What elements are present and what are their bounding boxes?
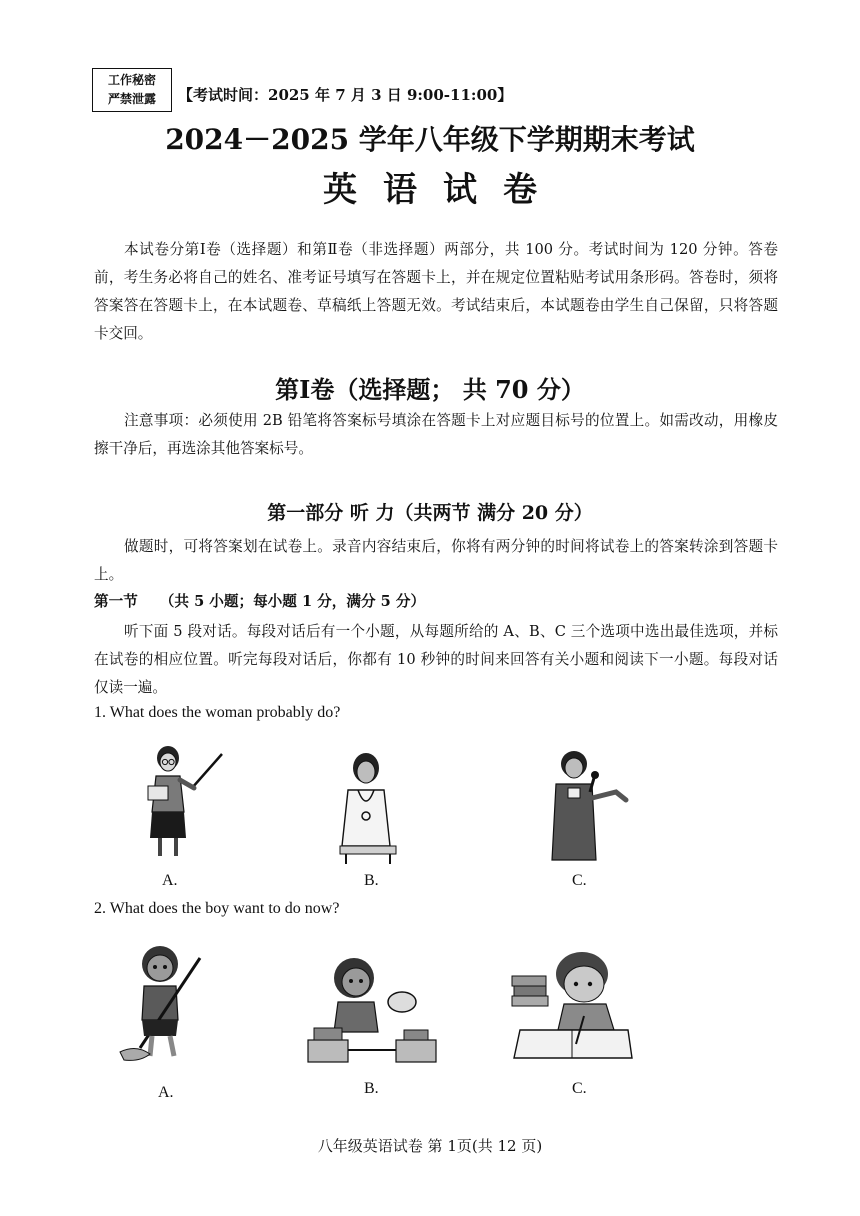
q2-option-b-label: B. bbox=[364, 1080, 379, 1097]
stamp-line-1: 工作秘密 bbox=[107, 73, 156, 87]
reporter-with-microphone-illustration bbox=[544, 748, 632, 864]
volume-title: 第Ⅰ卷（选择题； 共 70 分） bbox=[275, 375, 585, 404]
part-title: 第一部分 听 力（共两节 满分 20 分） bbox=[267, 502, 593, 524]
section-info: （共 5 小题；每小题 1 分，满分 5 分） bbox=[159, 593, 426, 610]
boy-sweeping-floor-illustration bbox=[116, 940, 212, 1070]
q2-option-a-label: A. bbox=[158, 1084, 174, 1101]
confidential-stamp bbox=[92, 68, 172, 112]
stamp-line-2: 严禁泄露 bbox=[107, 92, 156, 106]
boy-washing-dishes-illustration bbox=[306, 948, 438, 1066]
q1-option-a-label: A. bbox=[162, 872, 178, 889]
subject-title: 英语试卷 bbox=[323, 170, 563, 210]
section-title bbox=[94, 590, 425, 611]
doctor-with-stethoscope-illustration bbox=[332, 750, 404, 866]
page-footer: 八年级英语试卷 第 1页(共 12 页) bbox=[317, 1137, 543, 1155]
intro-paragraph: 本试卷分第Ⅰ卷（选择题）和第Ⅱ卷（非选择题）两部分，共 100 分。考试时间为 120 分钟。答卷前，考生务必将自己的姓名、准考证号填写在答题卡上，并在规定位置粘贴考试用条形码。答卷时，须将答案答在答题卡上，在本试题卷、草稿纸上答题无效。考试结束后，本试题卷由学生自己保留，只将答题卡交回。 bbox=[94, 241, 778, 342]
question-2: 2. What does the boy want to do now? bbox=[94, 900, 340, 917]
teacher-with-pointer-illustration bbox=[134, 742, 226, 862]
exam-title: 2024－2025 学年八年级下学期期末考试 bbox=[165, 123, 695, 156]
q1-option-b-label: B. bbox=[364, 872, 379, 889]
q1-option-c-label: C. bbox=[572, 872, 587, 889]
exam-time: 【考试时间：2025 年 7 月 3 日 9:00-11:00】 bbox=[178, 86, 513, 104]
q2-option-c-label: C. bbox=[572, 1080, 587, 1097]
part-instructions: 做题时，可将答案划在试卷上。录音内容结束后，你将有两分钟的时间将试卷上的答案转涂到答题卡上。 bbox=[94, 538, 778, 583]
notice-paragraph: 注意事项：必须使用 2B 铅笔将答案标号填涂在答题卡上对应题目标号的位置上。如需改动，用橡皮擦干净后，再选涂其他答案标号。 bbox=[94, 412, 778, 457]
section-label: 第一节 bbox=[94, 593, 138, 610]
boy-doing-homework-illustration bbox=[510, 944, 634, 1062]
question-1: 1. What does the woman probably do? bbox=[94, 704, 341, 721]
section-instructions: 听下面 5 段对话。每段对话后有一个小题，从每题所给的 A、B、C 三个选项中选出最佳选项，并标在试卷的相应位置。听完每段对话后，你都有 10 秒钟的时间来回答有关小题和阅读下一小题。每段对话仅读一遍。 bbox=[94, 623, 778, 696]
